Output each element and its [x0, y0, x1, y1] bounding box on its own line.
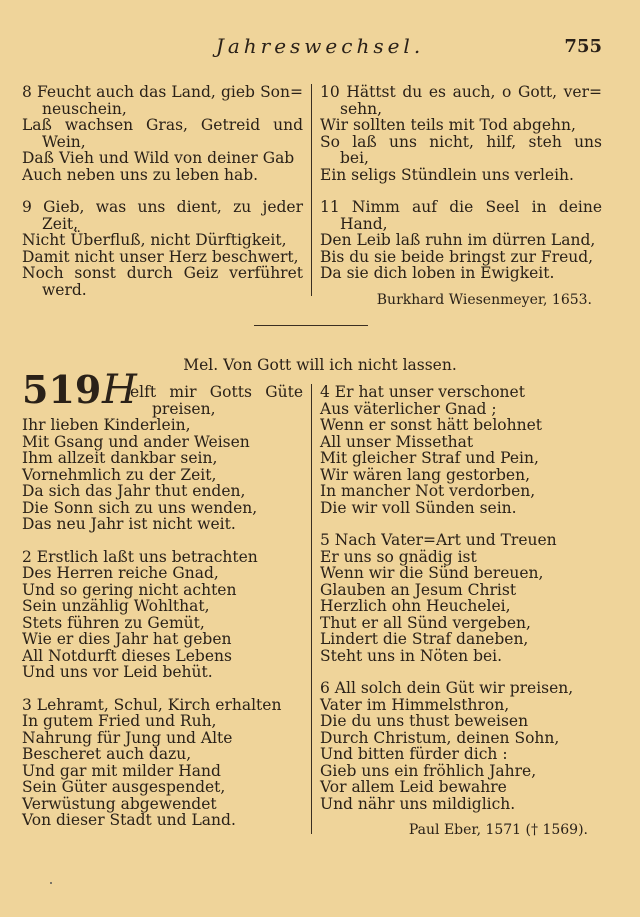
- verse-line: Damit nicht unser Herz beschwert,: [22, 247, 299, 266]
- verse-line: Das neu Jahr ist nicht weit.: [22, 515, 236, 533]
- verse-line: In mancher Not verdorben,: [320, 482, 536, 500]
- verse-line: Und nähr uns mildiglich.: [320, 794, 516, 813]
- page-header: [0, 34, 640, 64]
- section-separator: [254, 325, 368, 326]
- verse-line: All unser Missethat: [320, 432, 474, 451]
- verse-line: Sein Güter ausgespendet,: [22, 778, 226, 796]
- verse-line: Ihr lieben Kinderlein,: [22, 416, 191, 434]
- verse-line: 8 Feucht auch das Land, gieb Son=: [22, 83, 303, 101]
- running-title: Jahreswechsel.: [215, 34, 425, 58]
- verse-line: Wein,: [42, 132, 86, 151]
- verse-line: Glauben an Jesum Christ: [320, 580, 517, 599]
- verse-line: neuschein,: [42, 99, 127, 118]
- verse-line: Und gar mit milder Hand: [22, 761, 221, 780]
- verse-line: Herzlich ohn Heuchelei,: [320, 597, 511, 615]
- verse-line: Nicht Überfluß, nicht Dürftigkeit,: [22, 231, 287, 249]
- melody-line: Mel. Von Gott will ich nicht lassen.: [183, 356, 457, 374]
- verse-line: 2 Erstlich laßt uns betrachten: [22, 547, 258, 566]
- verse-line: Nahrung für Jung und Alte: [22, 728, 233, 747]
- verse-line: elft mir Gotts Güte: [130, 383, 303, 401]
- verse-line: Und bitten fürder dich :: [320, 745, 508, 763]
- verse-line: Die Sonn sich zu uns wenden,: [22, 498, 258, 517]
- hymn-left-column: [22, 384, 303, 845]
- verse-line: In gutem Fried und Ruh,: [22, 712, 217, 730]
- verse-line: Wie er dies Jahr hat geben: [22, 630, 232, 648]
- verse-line: Wir wären lang gestorben,: [320, 465, 531, 484]
- verse-line: Wenn wir die Sünd bereuen,: [320, 564, 544, 582]
- verse-line: Wir sollten teils mit Tod abgehn,: [320, 116, 576, 134]
- verse-line: Hand,: [340, 214, 388, 233]
- stanza-11: [320, 199, 602, 282]
- verse-line: Noch sonst durch Geiz verführet: [22, 264, 303, 282]
- verse-line: Gieb uns ein fröhlich Jahre,: [320, 761, 537, 780]
- stanza-8: [22, 84, 303, 183]
- verse-line: Auch neben uns zu leben hab.: [22, 165, 259, 184]
- author-attribution: Paul Eber, 1571 († 1569).: [408, 822, 588, 838]
- verse-line: 3 Lehramt, Schul, Kirch erhalten: [22, 695, 282, 714]
- verse-line: 5 Nach Vater=Art und Treuen: [320, 531, 557, 549]
- verse-line: 9 Gieb, was uns dient, zu jeder: [22, 198, 303, 216]
- verse-line: 11 Nimm auf die Seel in deine: [320, 198, 602, 216]
- verse-line: Vor allem Leid bewahre: [320, 778, 507, 796]
- verse-line: Steht uns in Nöten bei.: [320, 646, 503, 665]
- stanza-6: [320, 680, 602, 812]
- hymn-number: 519: [22, 367, 102, 412]
- stanza-4: [320, 384, 602, 516]
- verse-line: Wenn er sonst hätt belohnet: [320, 416, 542, 434]
- verse-line: Sein unzählig Wohlthat,: [22, 597, 210, 615]
- verse-line: Und so gering nicht achten: [22, 580, 237, 599]
- verse-line: Vater im Himmelsthron,: [320, 695, 510, 714]
- verse-line: bei,: [340, 149, 369, 167]
- verse-line: Mit Gsang und ander Weisen: [22, 432, 250, 451]
- stanza-2: [22, 549, 303, 681]
- verse-line: 10 Hättst du es auch, o Gott, ver=: [320, 83, 602, 101]
- verse-line: Zeit,: [42, 214, 79, 233]
- verse-line: Ein seligs Stündlein uns verleih.: [320, 165, 574, 184]
- verse-line: Mit gleicher Straf und Pein,: [320, 449, 539, 467]
- verse-line: Vornehmlich zu der Zeit,: [22, 465, 217, 484]
- verse-line: Die wir voll Sünden sein.: [320, 498, 517, 517]
- top-left-column: [22, 84, 303, 314]
- stanza-3: [22, 697, 303, 829]
- verse-line: Aus väterlicher Gnad ;: [320, 399, 497, 418]
- verse-line: Da sie dich loben in Ewigkeit.: [320, 264, 555, 282]
- stanza-1: [22, 384, 303, 533]
- verse-line: 4 Er hat unser verschonet: [320, 383, 525, 401]
- verse-line: Er uns so gnädig ist: [320, 547, 477, 566]
- verse-line: Lindert die Straf daneben,: [320, 630, 529, 648]
- drop-cap: H: [102, 367, 137, 413]
- verse-line: Daß Vieh und Wild von deiner Gab: [22, 149, 295, 167]
- verse-line: Des Herren reiche Gnad,: [22, 564, 219, 582]
- verse-line: Ihm allzeit dankbar sein,: [22, 449, 218, 467]
- verse-line: Durch Christum, deinen Sohn,: [320, 728, 560, 747]
- verse-line: Laß wachsen Gras, Getreid und: [22, 116, 303, 134]
- top-right-column: [320, 84, 602, 308]
- paper-speck: [50, 882, 52, 884]
- verse-line: Bis du sie beide bringst zur Freud,: [320, 247, 594, 266]
- verse-line: So laß uns nicht, hilf, steh uns: [320, 132, 602, 151]
- verse-line: sehn,: [340, 99, 383, 118]
- hymn-right-column: [320, 384, 602, 839]
- verse-line: Thut er all Sünd vergeben,: [320, 613, 531, 632]
- page-number: 755: [564, 36, 602, 57]
- column-divider: [311, 384, 312, 834]
- column-divider: [311, 84, 312, 296]
- author-attribution: Burkhard Wiesenmeyer, 1653.: [376, 291, 592, 308]
- verse-line: Und uns vor Leid behüt.: [22, 663, 213, 681]
- verse-line: 6 All solch dein Güt wir preisen,: [320, 679, 574, 697]
- verse-line: preisen,: [152, 399, 216, 418]
- verse-line: Die du uns thust beweisen: [320, 712, 529, 730]
- verse-line: Den Leib laß ruhn im dürren Land,: [320, 231, 596, 249]
- verse-line: Verwüstung abgewendet: [22, 794, 217, 813]
- stanza-10: [320, 84, 602, 183]
- verse-line: werd.: [42, 280, 87, 299]
- verse-line: Da sich das Jahr thut enden,: [22, 482, 246, 500]
- verse-line: Bescheret auch dazu,: [22, 745, 192, 763]
- verse-line: All Notdurft dieses Lebens: [22, 646, 232, 665]
- verse-line: Von dieser Stadt und Land.: [22, 811, 236, 829]
- verse-line: Stets führen zu Gemüt,: [22, 613, 205, 632]
- stanza-9: [22, 199, 303, 298]
- stanza-5: [320, 532, 602, 664]
